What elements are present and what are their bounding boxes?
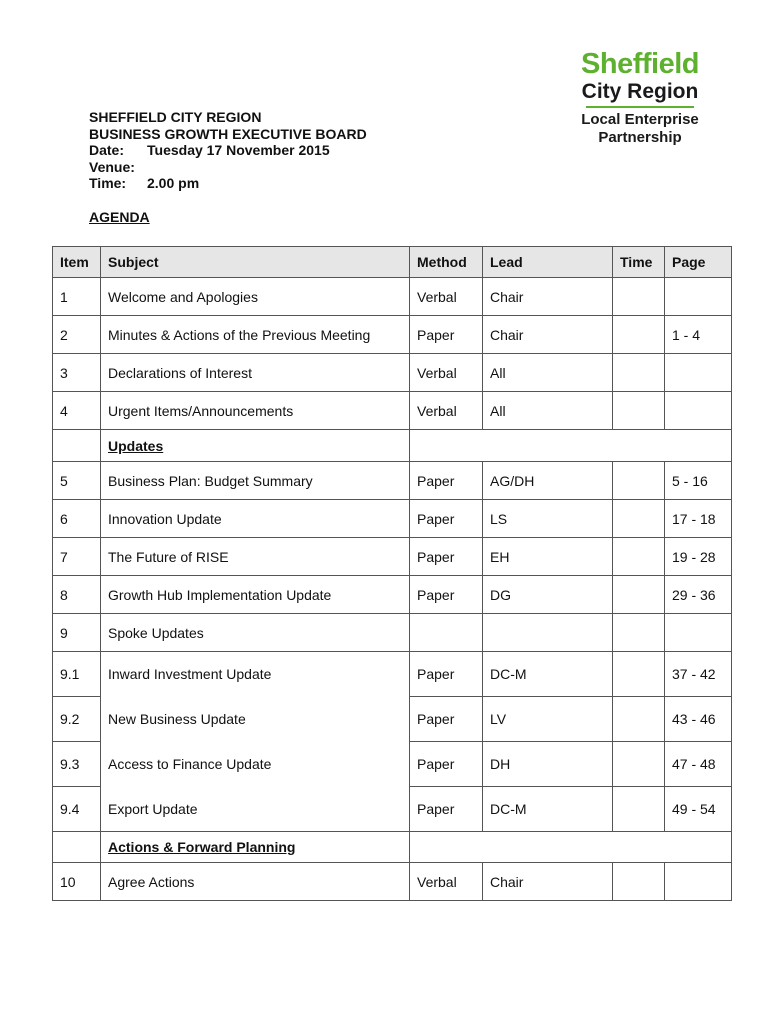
- cell-time: [613, 787, 665, 832]
- cell-subject: Growth Hub Implementation Update: [101, 576, 410, 614]
- cell-item: 4: [53, 392, 101, 430]
- cell-time: [613, 278, 665, 316]
- cell-page: [665, 354, 732, 392]
- logo-line-city-region: City Region: [581, 80, 699, 103]
- cell-subject: Access to Finance Update: [101, 742, 410, 787]
- cell-method: Paper: [410, 652, 483, 697]
- cell-lead: DC-M: [483, 787, 613, 832]
- cell-lead: Chair: [483, 278, 613, 316]
- cell-time: [613, 863, 665, 901]
- cell-subject: Business Plan: Budget Summary: [101, 462, 410, 500]
- table-row: [53, 316, 732, 354]
- cell-time: [613, 354, 665, 392]
- cell-lead: [483, 614, 613, 652]
- logo-line-partnership: Partnership: [598, 129, 682, 146]
- date-value: Tuesday 17 November 2015: [147, 142, 330, 158]
- section-blank: [410, 430, 732, 462]
- cell-item: 9: [53, 614, 101, 652]
- cell-time: [613, 652, 665, 697]
- cell-method: Paper: [410, 316, 483, 354]
- cell-method: Paper: [410, 538, 483, 576]
- venue-label: Venue:: [89, 158, 135, 175]
- cell-page: 43 - 46: [665, 697, 732, 742]
- cell-page: 5 - 16: [665, 462, 732, 500]
- table-row: [53, 538, 732, 576]
- cell-method: Paper: [410, 742, 483, 787]
- document-header: [89, 109, 367, 192]
- cell-item: 7: [53, 538, 101, 576]
- cell-method: Verbal: [410, 392, 483, 430]
- cell-page: 47 - 48: [665, 742, 732, 787]
- cell-subject: Welcome and Apologies: [101, 278, 410, 316]
- cell-subject: Export Update: [101, 787, 410, 832]
- cell-lead: DG: [483, 576, 613, 614]
- cell-lead: AG/DH: [483, 462, 613, 500]
- cell-lead: Chair: [483, 316, 613, 354]
- cell-time: [613, 742, 665, 787]
- cell-item: 6: [53, 500, 101, 538]
- venue-line: [89, 159, 367, 176]
- table-row: [53, 652, 732, 697]
- header-time: Time: [613, 247, 665, 278]
- cell-lead: All: [483, 354, 613, 392]
- cell-lead: DH: [483, 742, 613, 787]
- cell-lead: EH: [483, 538, 613, 576]
- time-value: 2.00 pm: [147, 175, 200, 191]
- cell-item: 9.2: [53, 697, 101, 742]
- agenda-table: [52, 246, 732, 901]
- cell-item: 9.4: [53, 787, 101, 832]
- cell-time: [613, 614, 665, 652]
- table-row: [53, 354, 732, 392]
- cell-page: 37 - 42: [665, 652, 732, 697]
- cell-lead: LS: [483, 500, 613, 538]
- cell-page: [665, 614, 732, 652]
- cell-method: Paper: [410, 576, 483, 614]
- cell-time: [613, 392, 665, 430]
- cell-method: Verbal: [410, 278, 483, 316]
- cell-item: 5: [53, 462, 101, 500]
- cell-item: 9.3: [53, 742, 101, 787]
- section-blank: [410, 832, 732, 863]
- cell-page: [665, 392, 732, 430]
- cell-subject: New Business Update: [101, 697, 410, 742]
- table-row: [53, 614, 732, 652]
- cell-method: [410, 614, 483, 652]
- section-title: Updates: [101, 430, 410, 462]
- cell-subject: Innovation Update: [101, 500, 410, 538]
- cell-lead: DC-M: [483, 652, 613, 697]
- section-title: Actions & Forward Planning: [101, 832, 410, 863]
- header-item: Item: [53, 247, 101, 278]
- cell-item: 9.1: [53, 652, 101, 697]
- time-label: Time:: [89, 175, 127, 191]
- agenda-heading: AGENDA: [89, 209, 150, 225]
- section-row-actions: [53, 832, 732, 863]
- cell-page: 49 - 54: [665, 787, 732, 832]
- header-method: Method: [410, 247, 483, 278]
- cell-lead: LV: [483, 697, 613, 742]
- table-row: [53, 787, 732, 832]
- table-row: [53, 863, 732, 901]
- cell-page: 17 - 18: [665, 500, 732, 538]
- cell-time: [613, 316, 665, 354]
- date-label: Date:: [89, 142, 125, 158]
- table-row: [53, 742, 732, 787]
- cell-item: 10: [53, 863, 101, 901]
- cell-lead: Chair: [483, 863, 613, 901]
- logo-rule: [586, 106, 694, 108]
- cell-page: 19 - 28: [665, 538, 732, 576]
- cell-method: Paper: [410, 787, 483, 832]
- sheffield-city-region-logo: [560, 50, 720, 147]
- cell-time: [613, 576, 665, 614]
- cell-subject: The Future of RISE: [101, 538, 410, 576]
- cell-subject: Minutes & Actions of the Previous Meeting: [101, 316, 410, 354]
- cell-time: [613, 697, 665, 742]
- logo-line-local-enterprise: Local Enterprise: [581, 111, 699, 128]
- table-row: [53, 697, 732, 742]
- cell-method: Paper: [410, 462, 483, 500]
- table-row: [53, 392, 732, 430]
- table-row: [53, 278, 732, 316]
- cell-subject: Declarations of Interest: [101, 354, 410, 392]
- table-row: [53, 500, 732, 538]
- header-page: Page: [665, 247, 732, 278]
- cell-method: Verbal: [410, 354, 483, 392]
- cell-item: [53, 430, 101, 462]
- cell-item: [53, 832, 101, 863]
- cell-method: Paper: [410, 500, 483, 538]
- cell-page: 29 - 36: [665, 576, 732, 614]
- cell-time: [613, 538, 665, 576]
- header-lead: Lead: [483, 247, 613, 278]
- cell-time: [613, 462, 665, 500]
- cell-page: [665, 278, 732, 316]
- table-row: [53, 576, 732, 614]
- cell-page: [665, 863, 732, 901]
- time-line: [89, 175, 367, 192]
- cell-lead: All: [483, 392, 613, 430]
- cell-page: 1 - 4: [665, 316, 732, 354]
- cell-item: 8: [53, 576, 101, 614]
- cell-time: [613, 500, 665, 538]
- table-header-row: [53, 247, 732, 278]
- cell-subject: Inward Investment Update: [101, 652, 410, 697]
- cell-method: Verbal: [410, 863, 483, 901]
- cell-item: 2: [53, 316, 101, 354]
- cell-subject: Spoke Updates: [101, 614, 410, 652]
- header-subject: Subject: [101, 247, 410, 278]
- date-line: [89, 142, 367, 159]
- logo-line-sheffield: Sheffield: [581, 48, 699, 80]
- board-name: BUSINESS GROWTH EXECUTIVE BOARD: [89, 125, 367, 142]
- cell-method: Paper: [410, 697, 483, 742]
- cell-item: 1: [53, 278, 101, 316]
- cell-subject: Agree Actions: [101, 863, 410, 901]
- cell-subject: Urgent Items/Announcements: [101, 392, 410, 430]
- section-row-updates: [53, 430, 732, 462]
- org-name: SHEFFIELD CITY REGION: [89, 109, 262, 125]
- cell-item: 3: [53, 354, 101, 392]
- table-row: [53, 462, 732, 500]
